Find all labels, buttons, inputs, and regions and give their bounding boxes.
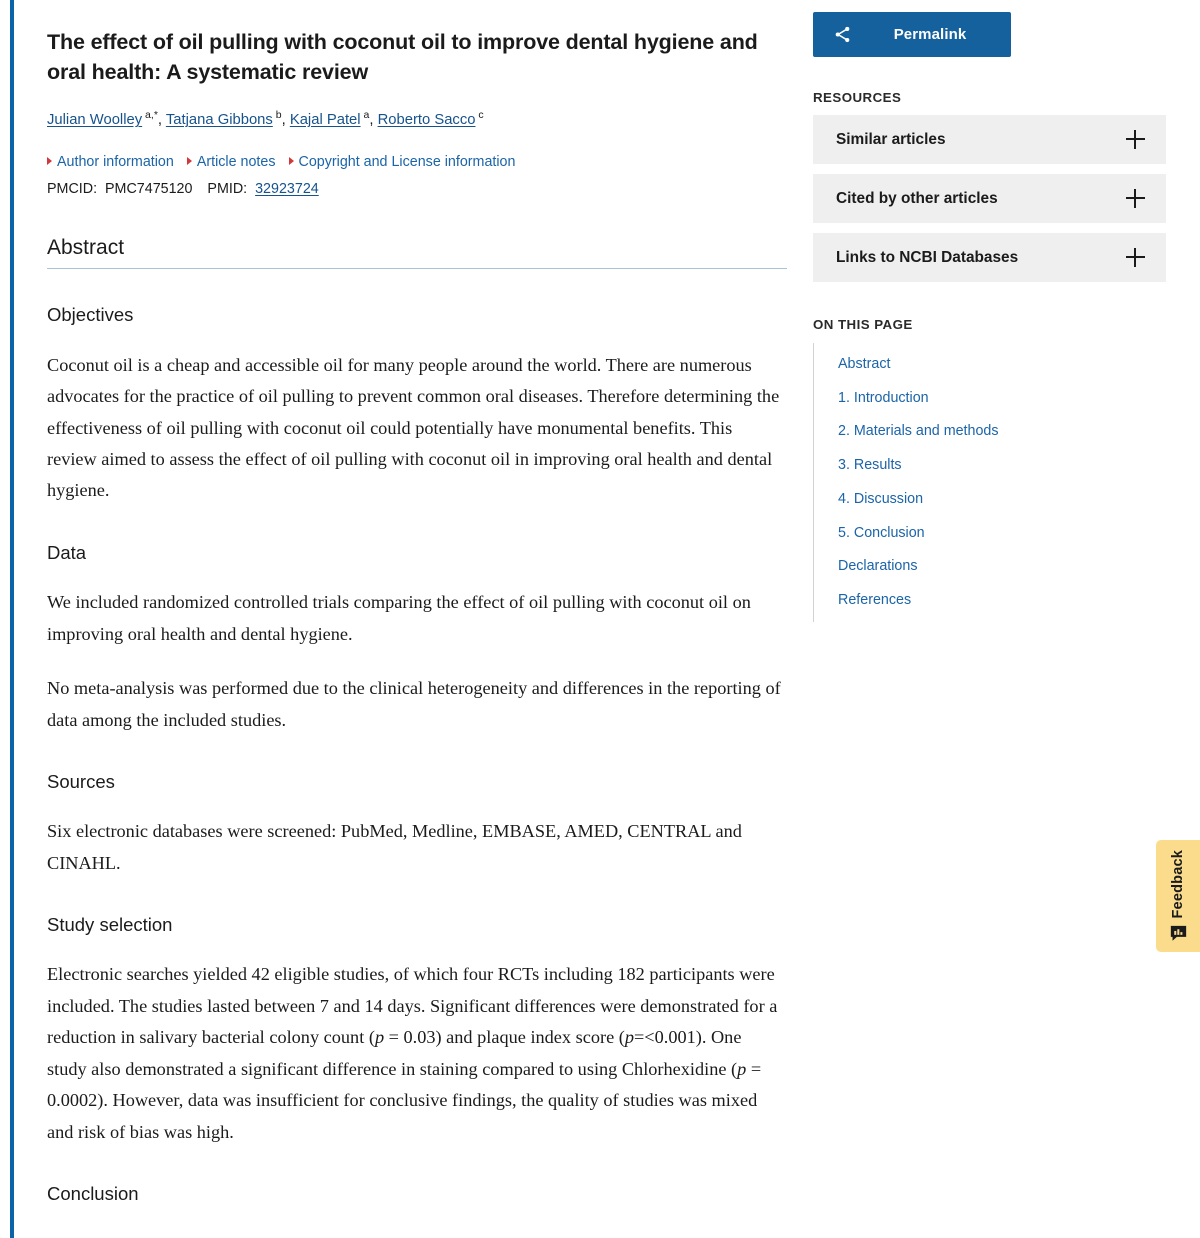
abstract-paragraph: Electronic searches yielded 42 eligible studies, of which four RCTs including 182 participants were included. The studies lasted between 7 and 14 days. Significant differences were demonstrated for a reduction in salivary bacterial colony count (p = 0.03) and plaque index score (p=<0.001). One study also demonstrated a significant difference in staining compared to using Chlorhexidine (p = 0.0002). However, data was insufficient for conclusive findings, the quality of studies was mixed and risk of bias was high. [47,964,778,1142]
permalink-label: Permalink [893,26,967,43]
on-this-page-nav [813,343,1114,622]
pmid-label: PMID: [207,181,248,198]
abstract-body [47,304,787,1205]
toc-item-1-introduction[interactable]: 1. Introduction [838,389,929,406]
abstract-heading: Abstract [47,236,787,269]
abstract-paragraph: Coconut oil is a cheap and accessible oil for many people around the world. There are numerous advocates for the practice of oil pulling to prevent common oral diseases. Therefore determining the effectiveness of oil pulling with coconut oil could potentially have monumental benefits. This review aimed to assess the effect of oil pulling with coconut oil in improving oral health and dental hygiene. [47,354,780,501]
toc-item-2-materials-and-methods[interactable]: 2. Materials and methods [838,423,999,440]
resource-row-label: Links to NCBI Databases [836,248,1019,266]
meta-link-copyright-and-license-information[interactable] [289,154,516,170]
author-link[interactable]: Tatjana Gibbons [165,112,273,129]
meta-link-label: Copyright and License information [298,154,516,171]
left-accent-rail [10,0,14,1238]
plus-icon[interactable] [1126,130,1145,149]
abstract-paragraph: We included randomized controlled trials comparing the effect of oil pulling with coconut oil on improving oral health and dental hygiene. [47,592,751,644]
disclosure-triangle-icon [289,157,294,165]
abstract-subheading: Objectives [47,304,134,326]
author-list: Julian Woolley $^{a,*}$, Tatjana Gibbons $^b$, Kajal Patel $^a$, Roberto Sacco $^c$ [47,109,484,129]
feedback-chart-icon [1170,925,1187,942]
sidebar [813,0,1175,622]
toc-item-abstract[interactable]: Abstract [838,356,891,372]
meta-link-label: Author information [57,154,174,171]
resources-kicker: RESOURCES [813,90,902,105]
abstract-subheading: Conclusion [47,1183,139,1205]
share-icon [821,25,863,44]
pmid-link[interactable]: 32923724 [255,181,319,198]
meta-link-article-notes[interactable] [187,154,276,170]
author-link[interactable]: Kajal Patel [289,112,361,129]
article-column [47,0,787,1205]
resource-row-cited-by-other-articles[interactable] [813,174,1166,223]
toc-item-3-results[interactable]: 3. Results [838,457,902,474]
resource-row-label: Cited by other articles [836,189,998,207]
permalink-button[interactable] [813,12,1011,57]
author-link[interactable]: Roberto Sacco [377,112,476,129]
pmcid-value: PMC7475120 [105,181,193,198]
toc-item-4-discussion[interactable]: 4. Discussion [838,490,924,507]
abstract-paragraph: Six electronic databases were screened: PubMed, Medline, EMBASE, AMED, CENTRAL and CINAHL. [47,821,742,873]
meta-link-label: Article notes [196,154,276,171]
plus-icon[interactable] [1126,189,1145,208]
plus-icon[interactable] [1126,248,1145,267]
resource-row-label: Similar articles [836,130,946,148]
author-affiliation-marker: a,* [142,109,158,122]
disclosure-triangle-icon [187,157,192,165]
article-meta-links [47,154,787,170]
feedback-label: Feedback [1170,850,1186,919]
toc-item-declarations[interactable]: Declarations [838,558,918,575]
author-link[interactable]: Julian Woolley [47,112,143,129]
author-affiliation-marker: b [272,109,282,122]
abstract-subheading: Study selection [47,914,173,936]
pmcid-label: PMCID: [47,181,98,198]
abstract-paragraph: No meta-analysis was performed due to the clinical heterogeneity and differences in the reporting of data among the included studies. [47,678,781,730]
toc-item-5-conclusion[interactable]: 5. Conclusion [838,524,925,541]
abstract-subheading: Data [47,541,87,563]
abstract-subheading: Sources [47,771,115,793]
author-affiliation-marker: c [475,109,484,122]
on-this-page-kicker: ON THIS PAGE [813,317,913,332]
feedback-tab[interactable] [1156,840,1200,952]
toc-item-references[interactable]: References [838,592,912,609]
resources-list [813,115,1175,282]
disclosure-triangle-icon [47,157,52,165]
resource-row-similar-articles[interactable] [813,115,1166,164]
resource-row-links-to-ncbi-databases[interactable] [813,233,1166,282]
author-affiliation-marker: a [360,109,370,122]
page-title: The effect of oil pulling with coconut oil to improve dental hygiene and oral health: A systematic review [47,30,758,84]
article-identifiers [47,181,787,197]
meta-link-author-information[interactable] [47,154,174,170]
